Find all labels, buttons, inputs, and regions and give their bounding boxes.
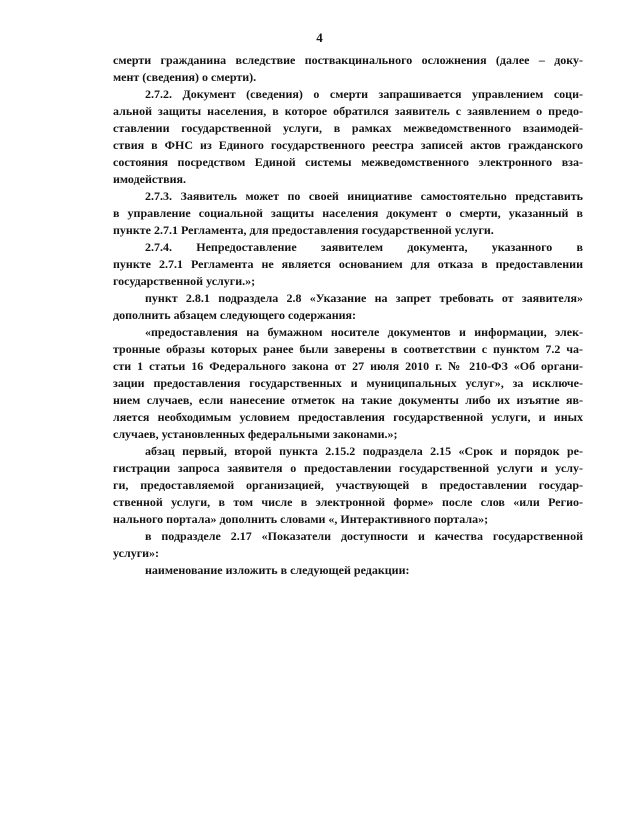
text-line: смерти гражданина вследствие поствакцинального осложнения (далее – доку- <box>113 53 583 67</box>
text-line: ственной услуги, в том числе в электронной форме» после слов «или Регио- <box>113 495 583 509</box>
page-number: 4 <box>316 30 323 45</box>
text-line: альной защиты населения, в которое обратился заявитель с заявлением о предо- <box>113 104 583 118</box>
text-line: нием случаев, если нанесение отметок на такие документы либо их изъятие яв- <box>113 393 583 407</box>
text-line: 2.7.4. Непредоставление заявителем документа, указанного в <box>145 240 583 254</box>
text-line: нального портала» дополнить словами «, Интерактивного портала»; <box>113 512 489 526</box>
text-line: тронные образы которых ранее были заверены в соответствии с пунктом 7.2 ча- <box>113 342 583 356</box>
text-line: мент (сведения) о смерти). <box>113 70 257 84</box>
text-line: случаев, установленных федеральными законами.»; <box>113 427 398 441</box>
text-line: пункт 2.8.1 подраздела 2.8 «Указание на запрет требовать от заявителя» <box>145 291 583 305</box>
text-line: государственной услуги.»; <box>113 274 256 288</box>
text-line: пункте 2.7.1 Регламента не является основанием для отказа в предоставлении <box>113 257 583 271</box>
text-line: «предоставления на бумажном носителе документов и информации, элек- <box>145 325 583 339</box>
text-line: зации предоставления государственных и муниципальных услуг», за исключе- <box>113 376 583 390</box>
text-line: абзац первый, второй пункта 2.15.2 подраздела 2.15 «Срок и порядок ре- <box>145 444 583 458</box>
text-line: дополнить абзацем следующего содержания: <box>113 308 357 322</box>
text-line: в управление социальной защиты населения документ о смерти, указанный в <box>113 206 583 220</box>
text-line: состояния посредством Единой системы межведомственного электронного вза- <box>113 155 583 169</box>
text-line: наименование изложить в следующей редакции: <box>145 563 410 577</box>
text-line: 2.7.2. Документ (сведения) о смерти запрашивается управлением соци- <box>145 87 583 101</box>
text-line: ставлении государственной услуги, в рамках межведомственного взаимодей- <box>113 121 583 135</box>
text-line: услуги»: <box>113 546 160 560</box>
text-line: имодействия. <box>113 172 187 186</box>
text-line: пункте 2.7.1 Регламента, для предоставления государственной услуги. <box>113 223 494 237</box>
text-line: ги, предоставляемой организацией, участвующей в предоставлении государ- <box>113 478 583 492</box>
text-line: ляется необходимым условием предоставления государственной услуги, и иных <box>113 410 583 424</box>
text-line: гистрации запроса заявителя о предоставлении государственной услуги и услу- <box>113 461 583 475</box>
text-line: сти 1 статьи 16 Федерального закона от 27 июля 2010 г. № 210-ФЗ «Об органи- <box>113 359 583 373</box>
text-line: 2.7.3. Заявитель может по своей инициативе самостоятельно представить <box>145 189 583 203</box>
text-line: в подразделе 2.17 «Показатели доступности и качества государственной <box>145 529 583 543</box>
text-line: ствия в ФНС из Единого государственного реестра записей актов гражданского <box>113 138 583 152</box>
